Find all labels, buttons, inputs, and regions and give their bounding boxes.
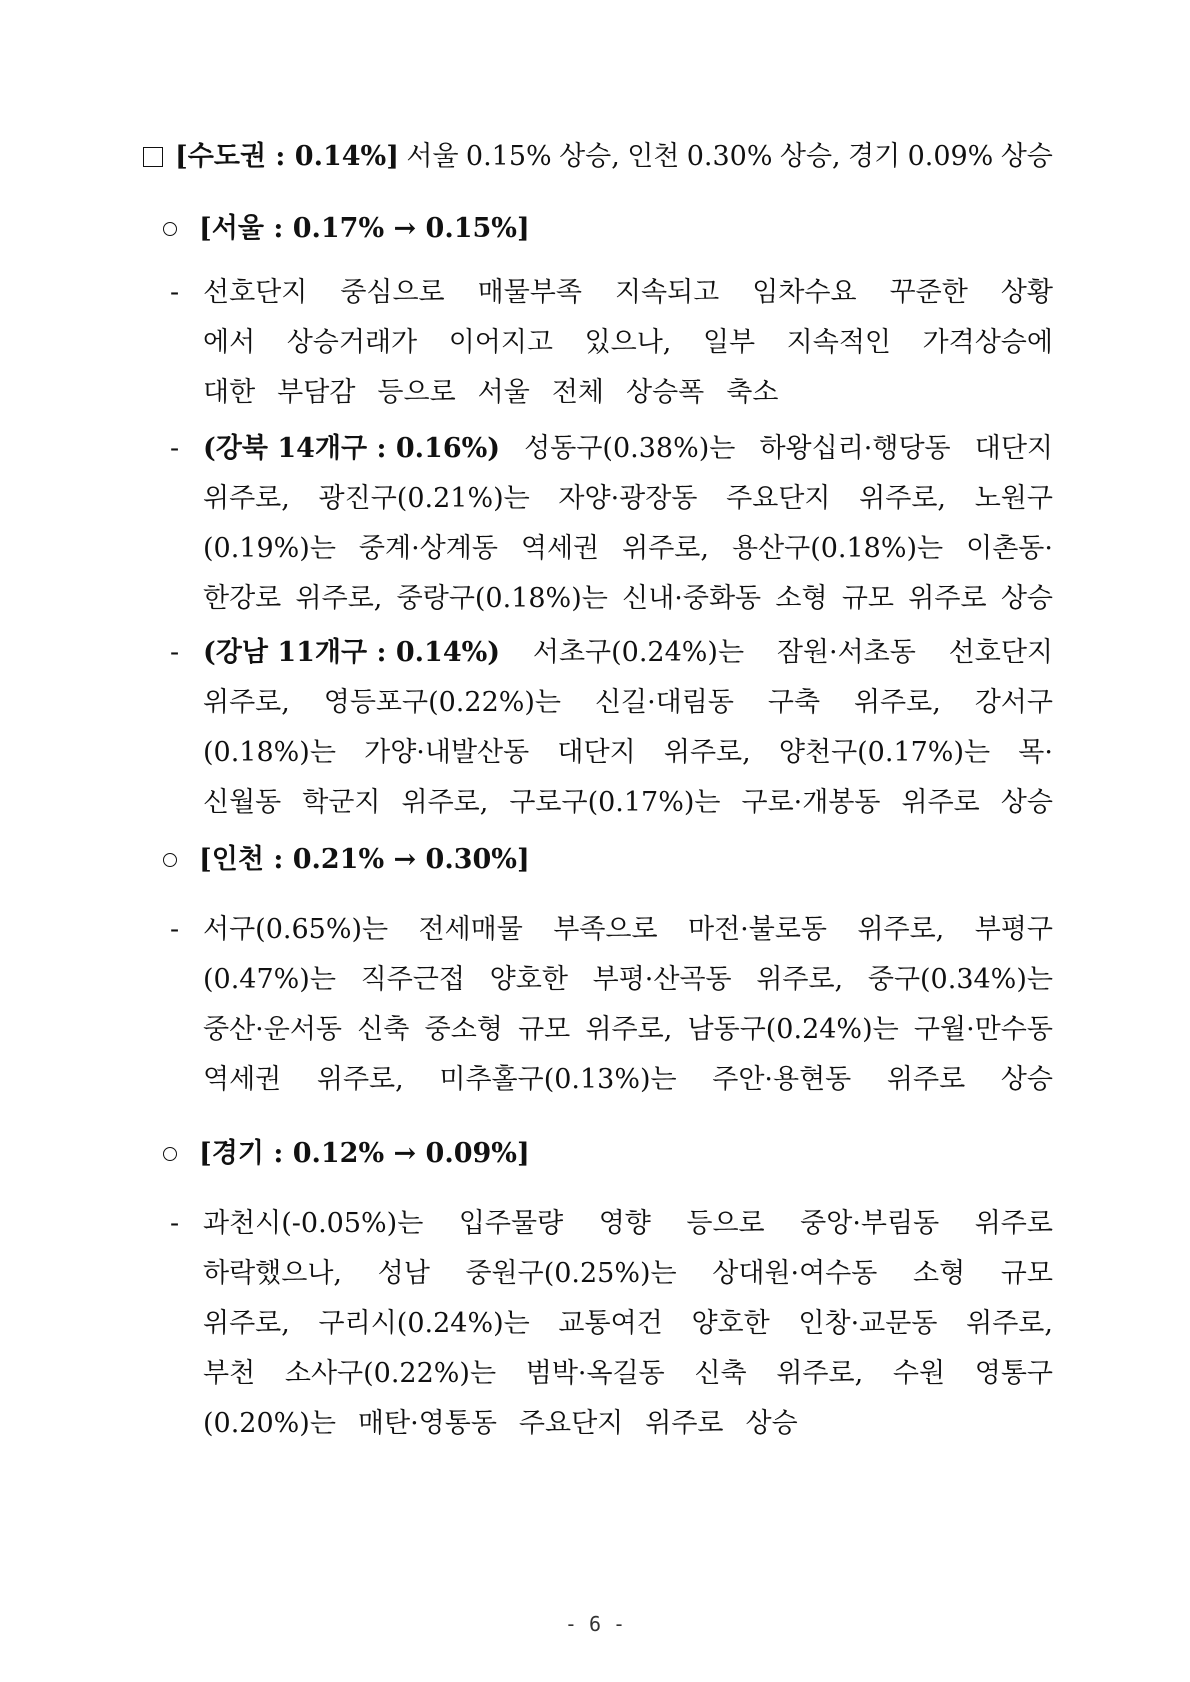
section-title-gyeonggi [163, 1132, 530, 1176]
text-word: 교통여건 [558, 1308, 663, 1339]
text-word: 마전·불로동 [688, 914, 828, 945]
text-word: 가양·내발산동 [364, 737, 530, 768]
text-word: 위주로, [663, 737, 751, 768]
text-word: 미추홀구(0.13%)는 [439, 1064, 677, 1095]
heading-word: 상승 [1000, 141, 1053, 172]
text-line [203, 628, 1053, 678]
text-word: 성남 [377, 1258, 430, 1289]
text-word: 위주로, [966, 1308, 1053, 1339]
text-word: 이어지고 [448, 327, 554, 358]
heading-word: 인천 [627, 141, 680, 172]
text-word: 대단지 [557, 737, 636, 768]
bullet-item-gangnam [170, 628, 1053, 828]
circle-bullet-icon [163, 222, 177, 236]
text-line [203, 1399, 1053, 1449]
text-word: 중원구(0.25%)는 [465, 1258, 677, 1289]
text-word: 위주로 [886, 1064, 966, 1095]
text-word: 하락했으나, [203, 1258, 342, 1289]
heading-word: 상승, [779, 141, 841, 172]
text-word: 자양·광장동 [558, 483, 698, 514]
heading-word: 0.09% [907, 141, 994, 172]
text-word: 위주로, [401, 787, 489, 818]
text-line [203, 1199, 1053, 1249]
text-word: 상승폭 [626, 377, 705, 408]
text-word: 하왕십리·행당동 [759, 433, 951, 464]
text-word: 지속되고 [614, 277, 720, 308]
text-word: 위주로, [853, 687, 941, 718]
text-word: 소사구(0.22%)는 [284, 1358, 497, 1389]
text-word: 구월·만수동 [913, 1014, 1053, 1045]
text-word: 영향 [598, 1208, 651, 1239]
text-line [203, 728, 1053, 778]
text-word: 위주로, [203, 687, 290, 718]
text-word: 광진구(0.21%)는 [318, 483, 530, 514]
text-word: 전세매물 [418, 914, 523, 945]
bullet-item-gangbuk [170, 424, 1053, 624]
circle-bullet-icon [163, 1147, 177, 1161]
text-line [203, 368, 1053, 418]
text-word: [서울 : 0.17% → 0.15%] [199, 213, 530, 244]
text-word: 있으나, [584, 327, 672, 358]
text-word: 구로구(0.17%)는 [509, 787, 721, 818]
text-line [203, 678, 1053, 728]
text-word: 한강로 [203, 583, 282, 614]
text-word: 역세권 [203, 1064, 282, 1095]
text-line [203, 1005, 1053, 1055]
text-word: 부평구 [974, 914, 1053, 945]
text-word: 주요단지 [726, 483, 831, 514]
text-word: 중앙·부림동 [800, 1208, 940, 1239]
text-word: 부천 [203, 1358, 256, 1389]
text-word: 등으로 [686, 1208, 765, 1239]
text-word: 주안·용현동 [712, 1064, 852, 1095]
text-word: 역세권 [520, 533, 600, 564]
text-word: 중구(0.34%)는 [867, 964, 1053, 995]
bullet-item [170, 905, 1053, 1105]
text-word: 학군지 [302, 787, 381, 818]
text-word: 목· [1018, 737, 1053, 768]
text-word: 주요단지 [518, 1408, 624, 1439]
square-bullet-icon [143, 147, 163, 167]
dash-bullet: - [170, 637, 180, 668]
text-word: 신월동 [203, 787, 282, 818]
text-word: 위주로, [776, 1358, 864, 1389]
text-word: 중랑구(0.18%)는 [396, 583, 608, 614]
text-word: (0.18%)는 [203, 737, 336, 768]
text-word: 신축 [357, 1014, 410, 1045]
text-word: 상승거래가 [286, 327, 418, 358]
dash-bullet: - [170, 277, 180, 308]
text-word: (0.19%)는 [203, 533, 336, 564]
text-word: 직주근접 [360, 964, 465, 995]
text-line [203, 318, 1053, 368]
text-line [203, 268, 1053, 318]
heading-label: [수도권 : 0.14%] [175, 141, 399, 172]
circle-bullet-icon [163, 853, 177, 867]
text-word: 규모 [518, 1014, 571, 1045]
text-word: 위주로, [295, 583, 383, 614]
text-word: 서구(0.65%)는 [203, 914, 389, 945]
section-title-seoul [163, 207, 530, 251]
text-word: 상황 [1000, 277, 1053, 308]
text-word: 상승 [1000, 1064, 1053, 1095]
text-word: 용산구(0.18%)는 [731, 533, 944, 564]
section-title-incheon [163, 838, 530, 882]
text-word: 소형 [912, 1258, 966, 1289]
page-number: - 6 - [564, 1612, 626, 1636]
text-word: 등으로 [377, 377, 456, 408]
text-line [203, 1249, 1053, 1299]
text-word: 부족으로 [553, 914, 658, 945]
text-line [203, 905, 1053, 955]
text-word: 양호한 [489, 964, 568, 995]
text-word: 남동구(0.24%)는 [687, 1014, 899, 1045]
text-word: 범박·옥길동 [525, 1358, 665, 1389]
dash-bullet: - [170, 433, 180, 464]
text-word: 위주로, [622, 533, 709, 564]
text-word: 규모 [841, 583, 895, 614]
text-word: 신내·중화동 [622, 583, 762, 614]
text-word: 소형 [775, 583, 828, 614]
text-word: 서울 [477, 377, 530, 408]
text-line [203, 1055, 1053, 1105]
text-word: (0.20%)는 [203, 1408, 336, 1439]
text-word: 구로·개봉동 [741, 787, 881, 818]
text-word: 가격상승에 [922, 327, 1053, 358]
text-word: 성동구(0.38%)는 [524, 433, 736, 464]
dash-bullet: - [170, 914, 180, 945]
dash-bullet: - [170, 1208, 180, 1239]
heading-word: 상승, [559, 141, 620, 172]
text-word: 상승 [745, 1408, 798, 1439]
text-line [203, 424, 1053, 474]
text-word: (0.47%)는 [203, 964, 336, 995]
heading-word: 서울 [406, 141, 459, 172]
heading-word: 경기 [848, 141, 901, 172]
text-word: 위주로, [203, 483, 290, 514]
text-line [203, 1349, 1053, 1399]
text-word: 일부 [702, 327, 756, 358]
text-word: 입주물량 [458, 1208, 564, 1239]
text-word: 에서 [203, 327, 256, 358]
text-word: 위주로, [859, 483, 946, 514]
text-word: 이촌동· [966, 533, 1053, 564]
text-line [203, 474, 1053, 524]
text-word: 중계·상계동 [358, 533, 498, 564]
heading-word: 0.15% [465, 141, 552, 172]
text-line [203, 778, 1053, 828]
text-word: 인창·교문동 [798, 1308, 938, 1339]
text-word: 부담감 [277, 377, 356, 408]
text-word: 상승 [1000, 787, 1053, 818]
text-word: 위주로, [857, 914, 945, 945]
text-word: 구리시(0.24%)는 [318, 1308, 530, 1339]
text-word: 선호단지 [203, 277, 308, 308]
text-word: 위주로 [974, 1208, 1053, 1239]
text-word: 위주로, [203, 1308, 290, 1339]
text-word: 선호단지 [948, 637, 1053, 668]
text-word: 대단지 [974, 433, 1053, 464]
text-word: 중소형 [424, 1014, 503, 1045]
text-word: 과천시(-0.05%)는 [203, 1208, 424, 1239]
text-word: 위주로, [756, 964, 844, 995]
text-word: 잠원·서초동 [776, 637, 916, 668]
text-word: 지속적인 [786, 327, 891, 358]
text-word: 노원구 [974, 483, 1053, 514]
text-word: (강남 11개구 : 0.14%) [203, 637, 501, 668]
text-word: (강북 14개구 : 0.16%) [203, 433, 501, 464]
text-word: 규모 [1000, 1258, 1053, 1289]
text-word: 양천구(0.17%)는 [778, 737, 991, 768]
text-word: 전체 [551, 377, 605, 408]
text-word: 강서구 [974, 687, 1053, 718]
text-word: 신길·대림동 [594, 687, 734, 718]
text-word: 꾸준한 [889, 277, 968, 308]
text-line [203, 955, 1053, 1005]
text-word: 수원 [892, 1358, 946, 1389]
text-word: 매물부족 [477, 277, 582, 308]
text-word: 대한 [203, 377, 256, 408]
text-word: 축소 [726, 377, 779, 408]
text-word: 신축 [694, 1358, 747, 1389]
text-word: 양호한 [691, 1308, 770, 1339]
text-line [203, 1299, 1053, 1349]
text-word: 위주로 [645, 1408, 724, 1439]
text-word: 중산·운서동 [203, 1014, 342, 1045]
text-word: 서초구(0.24%)는 [532, 637, 745, 668]
text-word: [인천 : 0.21% → 0.30%] [199, 844, 530, 875]
heading-word: 0.30% [686, 141, 773, 172]
text-line [203, 574, 1053, 624]
text-word: 부평·산곡동 [592, 964, 732, 995]
text-word: 상승 [1000, 583, 1053, 614]
text-word: 영통구 [974, 1358, 1053, 1389]
text-word: 위주로, [316, 1064, 404, 1095]
text-word: 상대원·여수동 [712, 1258, 878, 1289]
text-word: 임차수요 [752, 277, 857, 308]
text-word: 영등포구(0.22%)는 [323, 687, 562, 718]
text-word: 매탄·영통동 [357, 1408, 497, 1439]
bullet-item [170, 268, 1053, 418]
text-word: 위주로, [585, 1014, 673, 1045]
bullet-item [170, 1199, 1053, 1449]
text-word: 중심으로 [340, 277, 445, 308]
text-word: 위주로 [901, 787, 980, 818]
text-word: [경기 : 0.12% → 0.09%] [199, 1138, 530, 1169]
text-line [203, 524, 1053, 574]
region-heading [143, 135, 1053, 179]
text-word: 구축 [767, 687, 821, 718]
text-word: 위주로 [908, 583, 987, 614]
